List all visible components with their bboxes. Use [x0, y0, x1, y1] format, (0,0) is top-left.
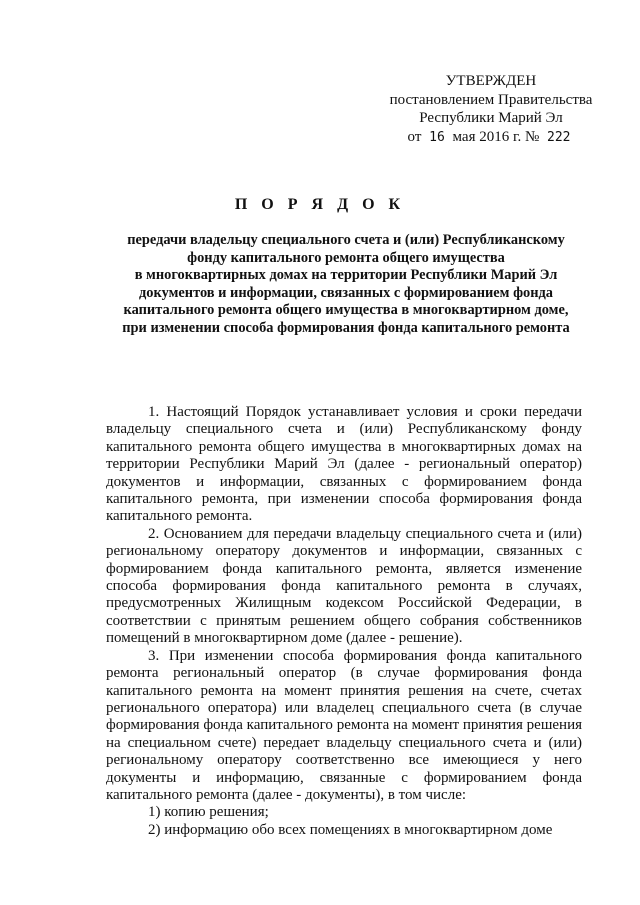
document-body [106, 404, 582, 839]
approval-number: 222 [547, 129, 571, 145]
subtitle-line: фонду капитального ремонта общего имущества [187, 249, 505, 266]
approval-stamp-block [376, 72, 606, 147]
list-item-2: 2) информацию обо всех помещениях в многоквартирном доме [148, 821, 553, 838]
subtitle-line: документов и информации, связанных с формированием фонда [139, 284, 553, 301]
approval-day: 16 [429, 129, 445, 145]
subtitle-line: передачи владельцу специального счета и (или) Республиканскому [127, 232, 565, 248]
document-title: П О Р Я Д О К [234, 196, 406, 213]
paragraph-1: 1. Настоящий Порядок устанавливает условия и сроки передачи владельцу специального счета и (или) Республиканскому фонду капитального ремонта общего имущества в многоквартирных домах на территории Республики Марий Эл (далее - региональный оператор) документов и информации, связанных с формированием фонда капитального ремонта, при изменении способа формирования фонда капитального ремонта. [106, 404, 582, 525]
list-item-1: 1) копию решения; [148, 804, 269, 821]
approval-line-2: Республики Марий Эл [419, 110, 563, 126]
approval-date-line [376, 128, 606, 148]
subtitle-line: при изменении способа формирования фонда капитального ремонта [122, 319, 570, 336]
paragraph-2: 2. Основанием для передачи владельцу специального счета и (или) региональному оператору документов и информации, связанных с формированием фонда капитального ремонта, является изменение способа формирования фонда капитального ремонта в случаях, предусмотренных Жилищным кодексом Российской Федерации, в соответствии с принятым решением общего собрания собственников помещений в многоквартирном доме (далее - решение). [106, 525, 582, 647]
date-rest: мая 2016 г. № [452, 128, 540, 145]
document-subtitle [96, 232, 596, 337]
subtitle-line: капитального ремонта общего имущества в многоквартирном доме, [123, 302, 569, 318]
approval-line-1: постановлением Правительства [389, 91, 593, 108]
date-prefix: от [407, 128, 422, 145]
subtitle-line: в многоквартирных домах на территории Республики Марий Эл [134, 267, 558, 283]
paragraph-3: 3. При изменении способа формирования фонда капитального ремонта региональный оператор (в случае формирования фонда капитального ремонта на момент принятия решения на счете, счетах регионального оператора) или владелец специального счета (в случае формирования фонда капитального ремонта на момент принятия решения на специальном счете) передает владельцу специального счета и (или) региональному оператору соответственно все имеющиеся у него документы и информацию, связанные с формированием фонда капитального ремонта (далее - документы), в том числе: [106, 647, 582, 803]
approved-heading: УТВЕРЖДЕН [445, 73, 537, 89]
